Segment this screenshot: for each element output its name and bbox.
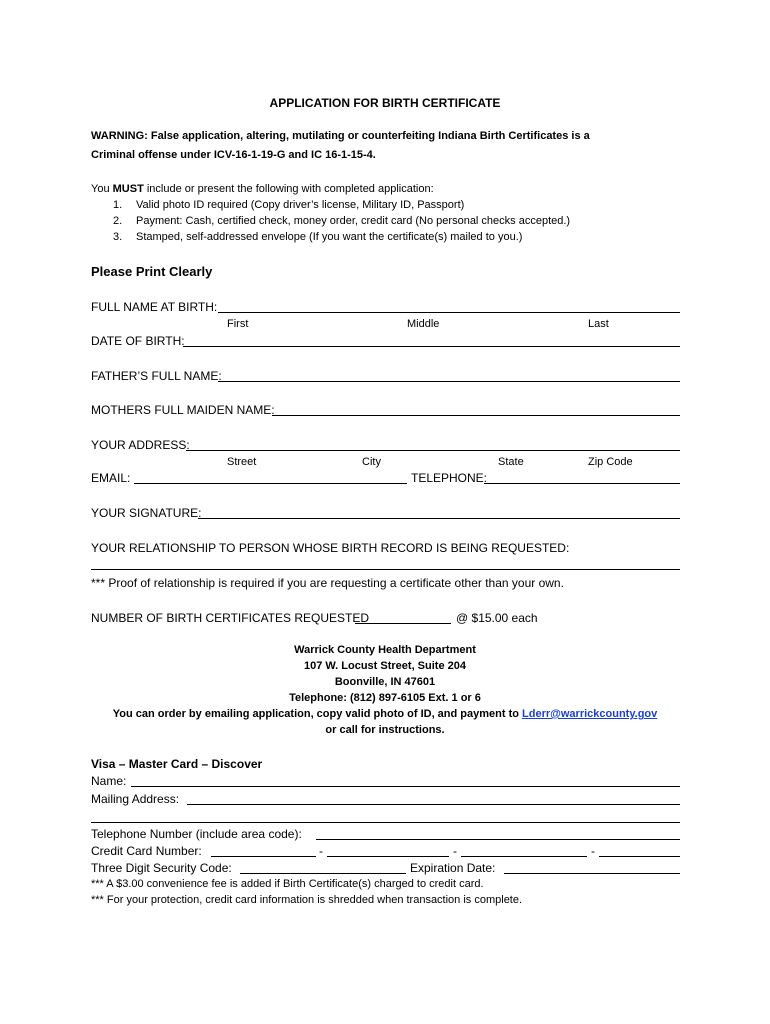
mailing-line-2[interactable] <box>91 822 680 823</box>
requirement-number: 3. <box>113 231 123 243</box>
security-label: Three Digit Security Code: <box>91 861 232 875</box>
requirement-item: Payment: Cash, certified check, money order, credit card (No personal checks accepted.) <box>136 215 571 227</box>
requirement-number: 1. <box>113 199 123 211</box>
shred-note: *** For your protection, credit card information is shredded when transaction is complete. <box>91 894 523 906</box>
requirements-intro: You MUST include or present the following with completed application: <box>91 183 434 195</box>
mailing-label: Mailing Address: <box>91 792 180 806</box>
name-last-label: Last <box>588 318 609 330</box>
full-name-label: FULL NAME AT BIRTH: <box>91 300 218 314</box>
card-heading: Visa – Master Card – Discover <box>91 757 263 771</box>
telephone-label: TELEPHONE: <box>411 471 488 485</box>
requirement-number: 2. <box>113 215 123 227</box>
proof-note: *** Proof of relationship is required if you are requesting a certificate other than your own. <box>91 576 564 590</box>
full-name-line[interactable] <box>218 312 680 313</box>
dept-name: Warrick County Health Department <box>294 644 476 656</box>
addr-state-label: State <box>498 456 524 468</box>
relationship-line[interactable] <box>91 569 680 570</box>
mailing-line[interactable] <box>187 804 680 805</box>
addr-street-label: Street <box>227 456 257 468</box>
card-number-dash: - <box>453 844 457 858</box>
dept-street: 107 W. Locust Street, Suite 204 <box>303 660 466 672</box>
card-number-dash: - <box>591 844 595 858</box>
page-title: APPLICATION FOR BIRTH CERTIFICATE <box>269 96 501 110</box>
card-number-dash: - <box>319 844 323 858</box>
dept-city: Boonville, IN 47601 <box>334 676 436 688</box>
mother-line[interactable] <box>272 415 680 416</box>
signature-line[interactable] <box>198 518 680 519</box>
telephone-line[interactable] <box>484 483 680 484</box>
card-number-seg-1[interactable] <box>211 856 316 857</box>
father-label: FATHER’S FULL NAME: <box>91 369 222 383</box>
call-instructions: or call for instructions. <box>325 724 445 736</box>
card-telephone-label: Telephone Number (include area code): <box>91 827 302 841</box>
address-line[interactable] <box>186 450 680 451</box>
address-label: YOUR ADDRESS: <box>91 438 190 452</box>
dob-label: DATE OF BIRTH: <box>91 334 185 348</box>
num-certs-label: NUMBER OF BIRTH CERTIFICATES REQUESTED <box>91 611 370 625</box>
card-number-label: Credit Card Number: <box>91 844 202 858</box>
card-number-seg-3[interactable] <box>461 856 587 857</box>
card-telephone-line[interactable] <box>316 839 680 840</box>
num-certs-price: @ $15.00 each <box>456 611 538 625</box>
signature-label: YOUR SIGNATURE: <box>91 506 202 520</box>
mother-label: MOTHERS FULL MAIDEN NAME: <box>91 403 275 417</box>
addr-city-label: City <box>362 456 381 468</box>
card-number-seg-4[interactable] <box>599 856 680 857</box>
warning-line-2: Criminal offense under ICV-16-1-19-G and IC 16-1-15-4. <box>91 149 376 161</box>
dept-phone: Telephone: (812) 897-6105 Ext. 1 or 6 <box>289 692 481 704</box>
email-label: EMAIL: <box>91 471 131 485</box>
email-link[interactable]: Lderr@warrickcounty.gov <box>522 708 658 720</box>
warning-line-1: WARNING: False application, altering, mutilating or counterfeiting Indiana Birth Certificates is a <box>91 130 590 142</box>
num-certs-line[interactable] <box>355 623 451 624</box>
print-heading: Please Print Clearly <box>91 264 213 279</box>
security-line[interactable] <box>240 873 406 874</box>
card-name-label: Name: <box>91 774 127 788</box>
requirement-item: Valid photo ID required (Copy driver’s license, Military ID, Passport) <box>136 199 465 211</box>
addr-zip-label: Zip Code <box>588 456 633 468</box>
card-name-line[interactable] <box>131 786 680 787</box>
name-middle-label: Middle <box>407 318 440 330</box>
relationship-label: YOUR RELATIONSHIP TO PERSON WHOSE BIRTH RECORD IS BEING REQUESTED: <box>91 541 570 555</box>
card-number-seg-2[interactable] <box>327 856 449 857</box>
father-line[interactable] <box>218 381 680 382</box>
order-instructions: You can order by emailing application, copy valid photo of ID, and payment to Lderr@warrickcounty.gov <box>112 708 658 720</box>
fee-note: *** A $3.00 convenience fee is added if Birth Certificate(s) charged to credit card. <box>91 878 484 890</box>
expiration-label: Expiration Date: <box>410 861 496 875</box>
email-line[interactable] <box>134 483 407 484</box>
name-first-label: First <box>227 318 249 330</box>
requirement-item: Stamped, self-addressed envelope (If you want the certificate(s) mailed to you.) <box>136 231 523 243</box>
dob-line[interactable] <box>183 346 680 347</box>
expiration-line[interactable] <box>504 873 680 874</box>
